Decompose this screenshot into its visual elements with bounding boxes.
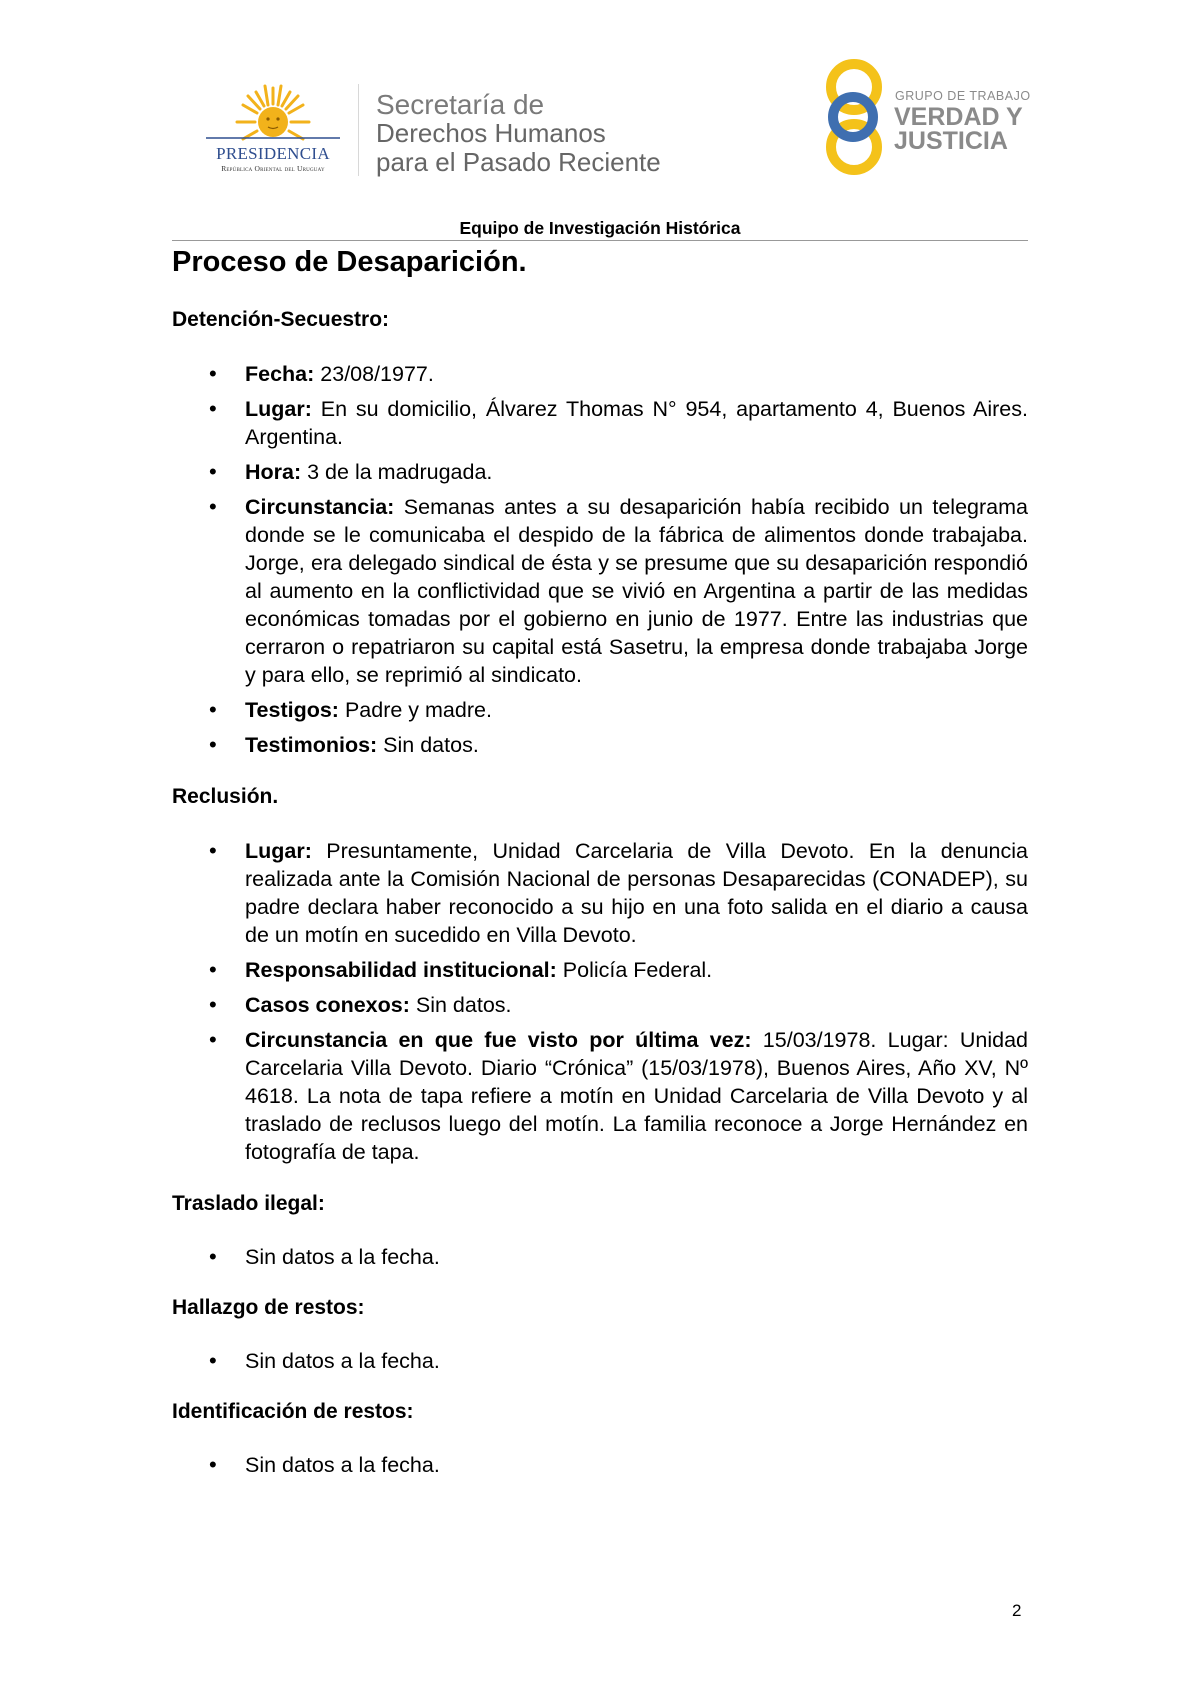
- section-heading-hallazgo: Hallazgo de restos:: [172, 1296, 365, 1319]
- secretaria-line-1: Secretaría de: [376, 89, 545, 120]
- document-body: [172, 241, 1028, 1486]
- team-heading: Equipo de Investigación Histórica: [459, 218, 741, 238]
- verdad-justicia-logo: [820, 55, 1030, 180]
- secretaria-logo-text: [376, 90, 661, 177]
- list-item: • Circunstancia: Semanas antes a su desaparición había recibido un telegrama donde se le comunicaba el despido de la fábrica de alimentos donde trabajaba. Jorge, era delegado sindical de ésta y se presume que su desaparición respondió al aumento en la conflictividad que se vivió en Argentina a partir de las medidas económicas tomadas por el gobierno en junio de 1977. Entre las industrias que cerraron o repatriaron su capital está Sasetru, la empresa donde trabajaba Jorge y para ello, se reprimió al sindicato.: [172, 493, 1028, 689]
- list-item: • Testigos: Padre y madre.: [172, 696, 1028, 724]
- gtvj-line-1: VERDAD Y: [894, 103, 1023, 131]
- list-item: • Fecha: 23/08/1977.: [172, 360, 1028, 388]
- presidencia-logo: [198, 80, 350, 178]
- presidencia-subtitle: República Oriental del Uruguay: [221, 164, 325, 173]
- section-heading-traslado: Traslado ilegal:: [172, 1192, 325, 1215]
- list-item: • Sin datos a la fecha.: [172, 1243, 1028, 1271]
- section-heading-reclusion: Reclusión.: [172, 785, 279, 808]
- list-detencion: [172, 360, 1028, 759]
- list-item: • Casos conexos: Sin datos.: [172, 991, 1028, 1019]
- list-item: • Sin datos a la fecha.: [172, 1347, 1028, 1375]
- secretaria-line-3: para el Pasado Reciente: [376, 147, 661, 177]
- list-reclusion: [172, 837, 1028, 1166]
- list-hallazgo: [172, 1347, 1028, 1375]
- gtvj-small-label: GRUPO DE TRABAJO: [895, 89, 1031, 103]
- list-item: • Responsabilidad institucional: Policía Federal.: [172, 956, 1028, 984]
- section-heading-detencion: Detención-Secuestro:: [172, 308, 390, 331]
- sun-icon: [198, 80, 348, 146]
- list-item: • Circunstancia en que fue visto por última vez: 15/03/1978. Lugar: Unidad Carcelaria Villa Devoto. Diario “Crónica” (15/03/1978), Buenos Aires, Año XV, Nº 4618. La nota de tapa refiere a motín en Unidad Carcelaria de Villa Devoto y al traslado de reclusos luego del motín. La familia reconoce a Jorge Hernández en fotografía de tapa.: [172, 1026, 1028, 1166]
- linked-rings-icon: [820, 55, 890, 180]
- list-item: • Sin datos a la fecha.: [172, 1451, 1028, 1479]
- page-number: 2: [1012, 1601, 1022, 1620]
- header-divider: [358, 84, 359, 176]
- list-traslado: [172, 1243, 1028, 1271]
- secretaria-line-2: Derechos Humanos: [376, 118, 606, 148]
- page-title: Proceso de Desaparición.: [172, 246, 527, 278]
- section-heading-identificacion: Identificación de restos:: [172, 1400, 414, 1423]
- list-item: • Testimonios: Sin datos.: [172, 731, 1028, 759]
- gtvj-line-2: JUSTICIA: [894, 127, 1008, 155]
- list-item: • Lugar: En su domicilio, Álvarez Thomas N° 954, apartamento 4, Buenos Aires. Argentina.: [172, 395, 1028, 451]
- list-item: • Hora: 3 de la madrugada.: [172, 458, 1028, 486]
- list-identificacion: [172, 1451, 1028, 1479]
- list-item: • Lugar: Presuntamente, Unidad Carcelaria de Villa Devoto. En la denuncia realizada ante la Comisión Nacional de personas Desaparecidas (CONADEP), su padre declara haber reconocido a su hijo en una foto salida en el diario a causa de un motín en sucedido en Villa Devoto.: [172, 837, 1028, 949]
- presidencia-name: PRESIDENCIA: [216, 144, 330, 163]
